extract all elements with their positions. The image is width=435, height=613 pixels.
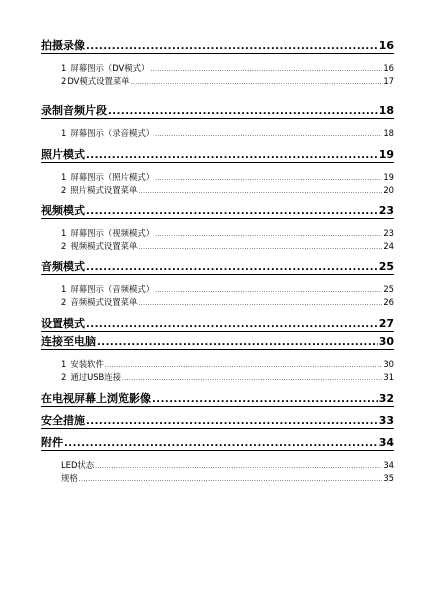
section-entries [41,119,394,140]
section-page-number: 32 [378,392,394,405]
entry-number: 1 [61,284,67,294]
entry-page-number: 26 [383,297,394,307]
section-heading[interactable] [41,38,394,54]
entry-page-number: 30 [383,359,394,369]
section-page-number: 25 [378,260,394,273]
toc-entry[interactable] [61,227,394,240]
entry-page-number: 20 [383,185,394,195]
dot-leader [79,473,383,486]
entry-label: 屏幕图示（视频模式） [70,228,155,238]
entry-page-number: 19 [383,172,394,182]
section-heading[interactable] [41,203,394,219]
section-page-number: 23 [378,204,394,217]
entry-number: 1 [61,172,67,182]
toc-entry[interactable] [61,296,394,309]
section-page-number: 18 [378,104,394,117]
toc-entry[interactable] [61,283,394,296]
dot-leader [86,414,378,429]
entry-label: 屏幕图示（录音模式） [70,128,155,138]
section-title: 设置模式 [41,317,85,330]
section-title: 附件 [41,436,63,449]
toc-entry[interactable] [61,358,394,371]
section-title: 安全措施 [41,414,85,427]
dot-leader [138,297,382,310]
section-heading[interactable] [41,334,394,350]
section-title: 音频模式 [41,260,85,273]
toc-section [41,391,394,413]
entry-number: 2 [61,241,67,251]
toc-entry[interactable] [61,184,394,197]
entry-title [61,283,154,296]
entry-page-number: 18 [383,128,394,138]
toc-entry[interactable] [61,75,394,88]
toc-entry[interactable] [61,459,394,472]
entry-number: 1 [61,228,67,238]
section-heading[interactable] [41,435,394,451]
entry-label: 屏幕图示（照片模式） [70,172,155,182]
dot-leader [86,204,378,219]
entry-page-number: 25 [383,284,394,294]
dot-leader [155,128,382,141]
section-page-number: 16 [378,39,394,52]
toc-section [41,38,394,103]
section-heading[interactable] [41,316,394,332]
dot-leader [138,241,382,254]
section-heading[interactable] [41,413,394,429]
section-title: 录制音频片段 [41,104,107,117]
entry-label: 规格 [61,473,78,483]
section-entries [41,163,394,197]
entry-page-number: 23 [383,228,394,238]
entry-title [61,472,78,485]
toc-section [41,435,394,487]
entry-page-number: 16 [383,63,394,73]
section-title: 在电视屏幕上浏览影像 [41,392,151,405]
dot-leader [64,436,378,451]
entry-page-number: 24 [383,241,394,251]
section-heading[interactable] [41,147,394,163]
entry-label: 屏幕图示（DV模式） [70,63,150,73]
toc-section [41,259,394,316]
dot-leader [108,104,378,119]
section-heading[interactable] [41,391,394,407]
section-page-number: 30 [378,335,394,348]
entry-title [61,227,154,240]
toc-section [41,316,394,334]
toc-entry[interactable] [61,127,394,140]
section-entries [41,451,394,485]
entry-title [61,371,121,384]
section-heading[interactable] [41,259,394,275]
entry-title [61,171,154,184]
section-page-number: 33 [378,414,394,427]
toc-entry[interactable] [61,171,394,184]
dot-leader [152,392,378,407]
dot-leader [95,460,382,473]
dot-leader [86,260,378,275]
toc-section [41,334,394,391]
toc-section [41,103,394,147]
toc-entry[interactable] [61,62,394,75]
entry-number: 1 [61,359,67,369]
entry-label: 屏幕图示（音频模式） [70,284,155,294]
section-page-number: 34 [378,436,394,449]
entry-title [61,75,130,88]
section-entries [41,350,394,384]
dot-leader [155,172,382,185]
toc-entry[interactable] [61,371,394,384]
section-entries [41,275,394,309]
entry-page-number: 31 [383,372,394,382]
section-title: 拍摄录像 [41,39,85,52]
entry-number: 1 [61,63,67,73]
toc-entry[interactable] [61,240,394,253]
dot-leader [131,76,383,89]
dot-leader [122,372,382,385]
section-page-number: 19 [378,148,394,161]
entry-page-number: 17 [383,76,394,86]
section-entries [41,219,394,253]
entry-title [61,459,94,472]
entry-label: 通过USB连接 [70,372,122,382]
dot-leader [86,317,378,332]
section-title: 视频模式 [41,204,85,217]
toc-section [41,413,394,435]
entry-number: 1 [61,128,67,138]
entry-page-number: 34 [383,460,394,470]
entry-label: LED状态 [61,460,95,470]
entry-number: 2 [61,185,67,195]
dot-leader [138,185,382,198]
entry-number: 2 [61,297,67,307]
toc-entry[interactable] [61,472,394,485]
dot-leader [86,39,378,54]
entry-title [61,62,149,75]
entry-page-number: 35 [383,473,394,483]
entry-title [61,240,137,253]
entry-label: 音频模式设置菜单 [70,297,138,307]
entry-title [61,358,104,371]
entry-label: 照片模式设置菜单 [70,185,138,195]
dot-leader [155,228,382,241]
entry-number: 2 [61,76,67,86]
entry-label: DV模式设置菜单 [67,76,130,86]
section-heading[interactable] [41,103,394,119]
section-entries [41,54,394,88]
toc-section [41,203,394,259]
entry-label: 安装软件 [70,359,104,369]
dot-leader [97,335,378,350]
table-of-contents [41,38,394,487]
dot-leader [86,148,378,163]
entry-number: 2 [61,372,67,382]
toc-section [41,147,394,203]
dot-leader [105,359,382,372]
section-page-number: 27 [378,317,394,330]
entry-title [61,127,154,140]
section-title: 连接至电脑 [41,335,96,348]
dot-leader [150,63,382,76]
dot-leader [155,284,382,297]
entry-label: 视频模式设置菜单 [70,241,138,251]
entry-title [61,296,137,309]
section-title: 照片模式 [41,148,85,161]
entry-title [61,184,137,197]
